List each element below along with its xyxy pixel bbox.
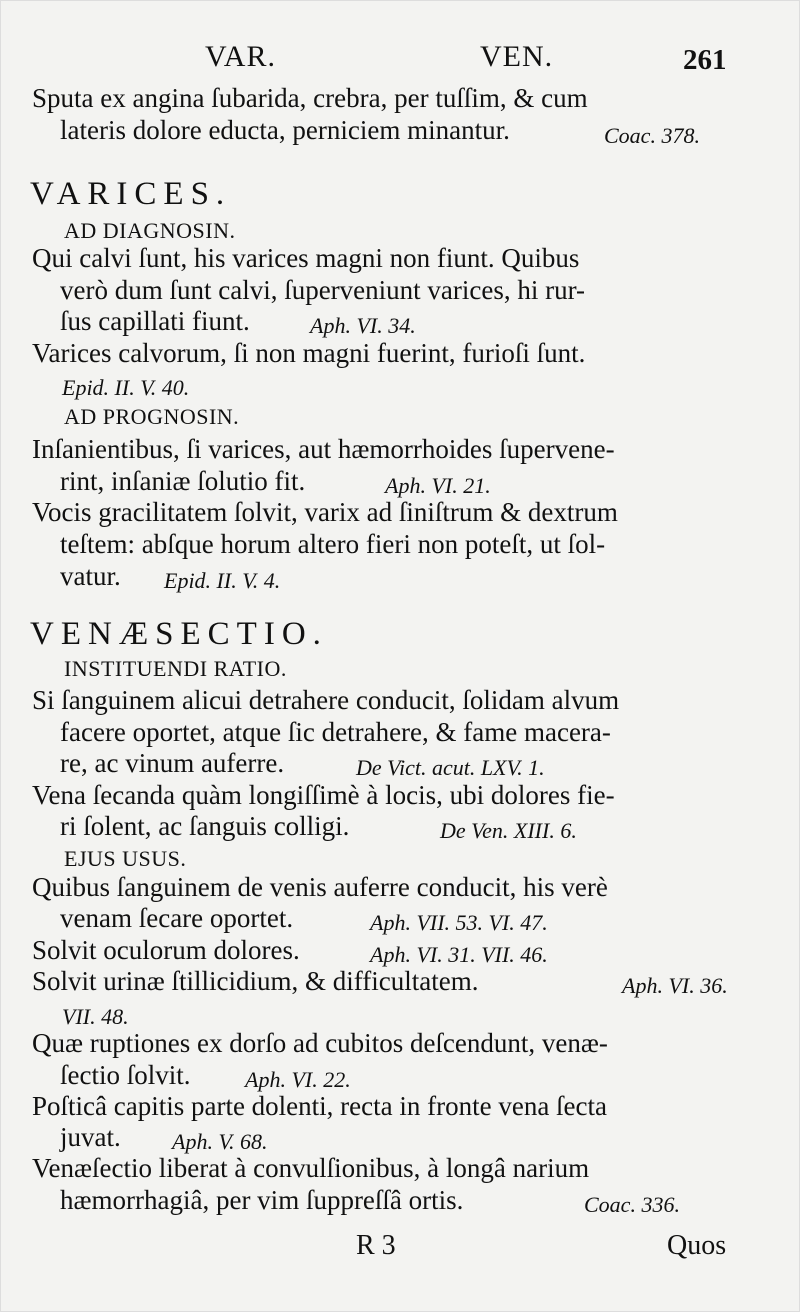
text-line: Quibus ſanguinem de venis auferre conducit, his verè xyxy=(32,872,608,902)
text-line: facere oportet, atque ſic detrahere, & fame macera- xyxy=(60,717,611,747)
text-line: Poſticâ capitis parte dolenti, recta in fronte vena ſecta xyxy=(32,1091,608,1121)
text-line: Qui calvi ſunt, his varices magni non fiunt. Quibus xyxy=(32,243,580,273)
citation: Aph. VI. 34. xyxy=(310,313,416,338)
text-line: vatur. xyxy=(60,561,121,591)
text-line: ſectio ſolvit. xyxy=(60,1060,191,1090)
citation: Aph. V. 68. xyxy=(172,1129,268,1154)
citation: Aph. VI. 31. VII. 46. xyxy=(370,942,548,967)
section-heading-venaesectio: VENÆSECTIO. xyxy=(30,616,328,652)
text-line: hæmorrhagiâ, per vim ſuppreſſâ ortis. xyxy=(60,1185,464,1215)
text-line: Venæſectio liberat à convulſionibus, à longâ narium xyxy=(32,1153,590,1183)
subheading: INSTITUENDI RATIO. xyxy=(64,656,287,681)
page-number: 261 xyxy=(683,44,727,76)
citation: De Ven. XIII. 6. xyxy=(440,818,577,843)
text-line: Si ſanguinem alicui detrahere conducit, ſolidam alvum xyxy=(32,685,620,715)
text-line: ri ſolent, ac ſanguis colligi. xyxy=(60,811,350,841)
citation: Epid. II. V. 40. xyxy=(62,375,190,400)
text-line: teſtem: abſque horum altero fieri non poteſt, ut ſol- xyxy=(60,529,606,559)
text-line: ſus capillati fiunt. xyxy=(60,306,250,336)
text-line: juvat. xyxy=(60,1122,121,1152)
citation: Coac. 378. xyxy=(604,123,700,148)
section-heading-varices: VARICES. xyxy=(30,176,232,212)
citation: Aph. VI. 21. xyxy=(385,473,491,498)
text-line: Vocis gracilitatem ſolvit, varix ad ſiniſtrum & dextrum xyxy=(32,497,618,527)
text-line: venam ſecare oportet. xyxy=(60,903,294,933)
text-line: Solvit oculorum dolores. xyxy=(32,935,300,965)
catchword: Quos xyxy=(667,1230,727,1261)
running-head-left: VAR. xyxy=(205,40,276,73)
citation: Epid. II. V. 4. xyxy=(164,568,281,593)
text-line: Sputa ex angina ſubarida, crebra, per tuſſim, & cum xyxy=(32,83,588,113)
text-line: rint, inſaniæ ſolutio fit. xyxy=(60,466,306,496)
citation: Aph. VI. 36. xyxy=(622,973,728,998)
subheading: AD PROGNOSIN. xyxy=(64,404,240,429)
text-line: Varices calvorum, ſi non magni fuerint, furioſi ſunt. xyxy=(32,338,586,368)
text-line: re, ac vinum auferre. xyxy=(60,748,285,778)
signature-mark: R 3 xyxy=(356,1230,396,1261)
text-line: Vena ſecanda quàm longiſſimè à locis, ubi dolores fie- xyxy=(32,780,615,810)
text-line: Quæ ruptiones ex dorſo ad cubitos deſcendunt, venæ- xyxy=(32,1028,608,1058)
running-head-center: VEN. xyxy=(480,40,554,73)
citation: Coac. 336. xyxy=(584,1192,680,1217)
subheading: EJUS USUS. xyxy=(64,846,187,871)
citation: VII. 48. xyxy=(62,1004,129,1029)
text-line: verò dum ſunt calvi, ſuperveniunt varices, hi rur- xyxy=(60,275,586,305)
citation: De Vict. acut. LXV. 1. xyxy=(356,755,545,780)
text-line: lateris dolore educta, perniciem minantur. xyxy=(60,115,510,145)
text-line: Inſanientibus, ſi varices, aut hæmorrhoides ſupervene- xyxy=(32,434,615,464)
citation: Aph. VII. 53. VI. 47. xyxy=(370,910,548,935)
citation: Aph. VI. 22. xyxy=(245,1067,351,1092)
subheading: AD DIAGNOSIN. xyxy=(64,218,236,243)
text-line: Solvit urinæ ſtillicidium, & difficultatem. xyxy=(32,966,479,996)
